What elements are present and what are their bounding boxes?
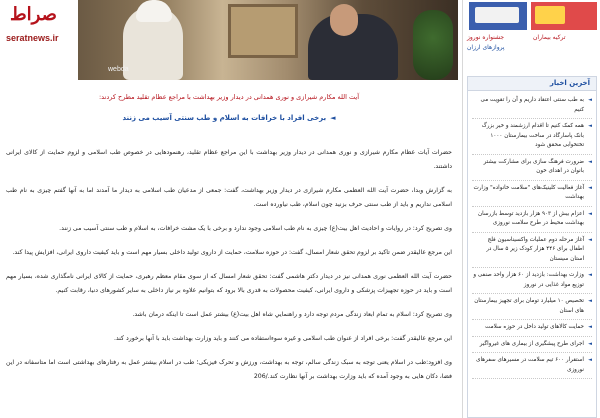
news-item-link[interactable]: ◄ استقرار ۶۰۰ تیم سلامت در مسیرهای سفرهای نوروزی — [472, 353, 592, 379]
article-paragraph: این مرجع عالیقدر گفت: برخی افراد از عنوان طب اسلامی و غیره سوءاستفاده می کنند و باید وزارت بهداشت باید با آنها برخورد کند. — [113, 334, 452, 342]
article-paragraph: وی تصریح کرد: در روایات و احادیث اهل بیت(ع) چیزی به نام طب اسلامی وجود ندارد و برخی با یک مشت خرافات، به اسلام و طب سنتی آسیب می زنند. — [59, 224, 452, 232]
article-photo — [78, 0, 458, 80]
article-body — [0, 84, 458, 418]
article-paragraph: به گزارش وبدا، حضرت آیت الله العظمی مکارم شیرازی در دیدار وزیر بهداشت، گفت: جمعی از مدعیان طب اسلامی به دیدار ما آمدند اما به آنها گفتم چیزی به نام طب اسلامی نداریم و باید از طب سنتی حرف بزنید چون اسلام، طب نیاورده است. — [6, 186, 452, 208]
photo-plant — [413, 10, 453, 80]
latest-news-list — [468, 91, 596, 381]
news-item-link[interactable]: ◄ وزارت بهداشت: بازدید از ۶۰ هزار واحد صنفی و توزیع مواد غذایی در نوروز — [472, 268, 592, 294]
article-paragraph: این مرجع عالیقدر ضمن تاکید بر لزوم تحقق شعار امسال، گفت: در حوزه سلامت، حمایت از داروی تولید داخلی بسیار مهم است و باید کیفیت داروی ایرانی، افزایش پیدا کند. — [12, 248, 452, 256]
article-paragraph: حضرات آیات عظام مکارم شیرازی و نوری همدانی در دیدار وزیر بهداشت با این مراجع عظام تقلید، رهنمودهایی در خصوص طب اسلامی و لزوم حمایت از کالای ایرانی داشتند. — [6, 148, 452, 170]
ad-banner[interactable] — [531, 2, 597, 30]
article-paragraph: وی افزود:طب در اسلام یعنی توجه به سبک زندگی سالم، توجه به بهداشت، ورزش و تحرک فیزیکی؛ طب در اسلام بیشتر عمل به رفتارهای بهداشتی است اما متاسفانه در این فضا، دکان هایی به وجود آمده که باید وزارت بهداشت بر آنها نظارت کند./206 — [6, 358, 452, 380]
news-item-link[interactable]: ◄ ضرورت فرهنگ سازی برای مشارکت بیشتر بانوان در اهدای خون — [472, 155, 592, 181]
news-item-link[interactable]: ◄ همه کمک کنیم تا اقدام ارزشمند و خیر بزرگ بانک پاسارگاد در ساخت بیمارستان ۱۰۰۰ تختخوابی محقق شود — [472, 119, 592, 155]
latest-news-box — [467, 76, 597, 418]
site-logo[interactable] — [0, 0, 78, 45]
news-item-link[interactable]: ◄ حمایت کالاهای تولید داخل در حوزه سلامت — [472, 320, 592, 337]
news-item-link[interactable]: ◄ تخصیص ۱۰ میلیارد تومان برای تجهیز بیمارستان های استان — [472, 294, 592, 320]
article-caption: آیت الله مکارم شیرازی و نوری همدانی در دیدار وزیر بهداشت با مراجع عظام تقلید مطرح کردند: — [98, 93, 360, 101]
site-logo-text: صراط — [10, 4, 57, 25]
photo-watermark: webda — [108, 66, 129, 73]
article-paragraph: حضرت آیت الله العظمی نوری همدانی نیز در دیدار دکتر هاشمی گفت: تحقق شعار امسال که از سوی مقام معظم رهبری، حمایت از کالای ایرانی نامگذاری شده، بسیار مهم است و باید در حوزه تجهیزات پزشکی و داروی ایرانی، کیفیت محصولات به قدری بالا برود که بتوانیم علاوه بر نیاز داخلی به سایر کشورهای دنیا، رقابت کنیم. — [6, 272, 452, 294]
latest-news-title: آخرین اخبار — [468, 77, 596, 91]
article-paragraph: وی تصریح کرد: اسلام به تمام ابعاد زندگی مردم توجه دارد و راهنماییِ شاه اهل بیت(ع) بیشتر عمل است تا اینکه درمان باشد. — [132, 310, 452, 318]
news-item-link[interactable]: ◄ آغاز مرحله دوم عملیات واکسیناسیون فلج اطفال برای ۴۴۶ هزار کودک زیر ۵ سال در استان سیستان — [472, 233, 592, 269]
news-item-link[interactable]: ◄ اجرای طرح پیشگیری از بیماری های غیرواگیر — [472, 337, 592, 354]
ad-banner[interactable] — [469, 2, 527, 30]
ad-label[interactable]: جشنواره نوروز — [467, 34, 505, 41]
sidebar-ads — [463, 0, 600, 58]
sidebar — [462, 0, 600, 418]
arrow-icon: ◄ — [330, 113, 336, 122]
news-item-link[interactable]: ◄ آغاز فعالیت کلینیک‌های "سلامت خانواده" وزارت بهداشت — [472, 181, 592, 207]
ad-label[interactable]: پروازهای ارزان — [467, 44, 505, 51]
site-url: seratnews.ir — [6, 33, 59, 43]
article-subtitle — [6, 114, 452, 122]
photo-frame — [228, 4, 298, 58]
news-item-link[interactable]: ◄ اعزام بیش از ۹۰۳ هزار بازدید توسط بازرسان بهداشت محیط در طرح سلامت نوروزی — [472, 207, 592, 233]
article-subtitle-text: برخی افراد با خرافات به اسلام و طب سنتی آسیب می زنند — [122, 113, 327, 122]
photo-turban — [136, 0, 172, 22]
photo-head — [330, 4, 358, 36]
news-item-link[interactable]: ◄ به طب سنتی اعتقاد داریم و آن را تقویت می کنیم — [472, 93, 592, 119]
ad-label[interactable]: ترکیه بیماران — [533, 34, 566, 41]
